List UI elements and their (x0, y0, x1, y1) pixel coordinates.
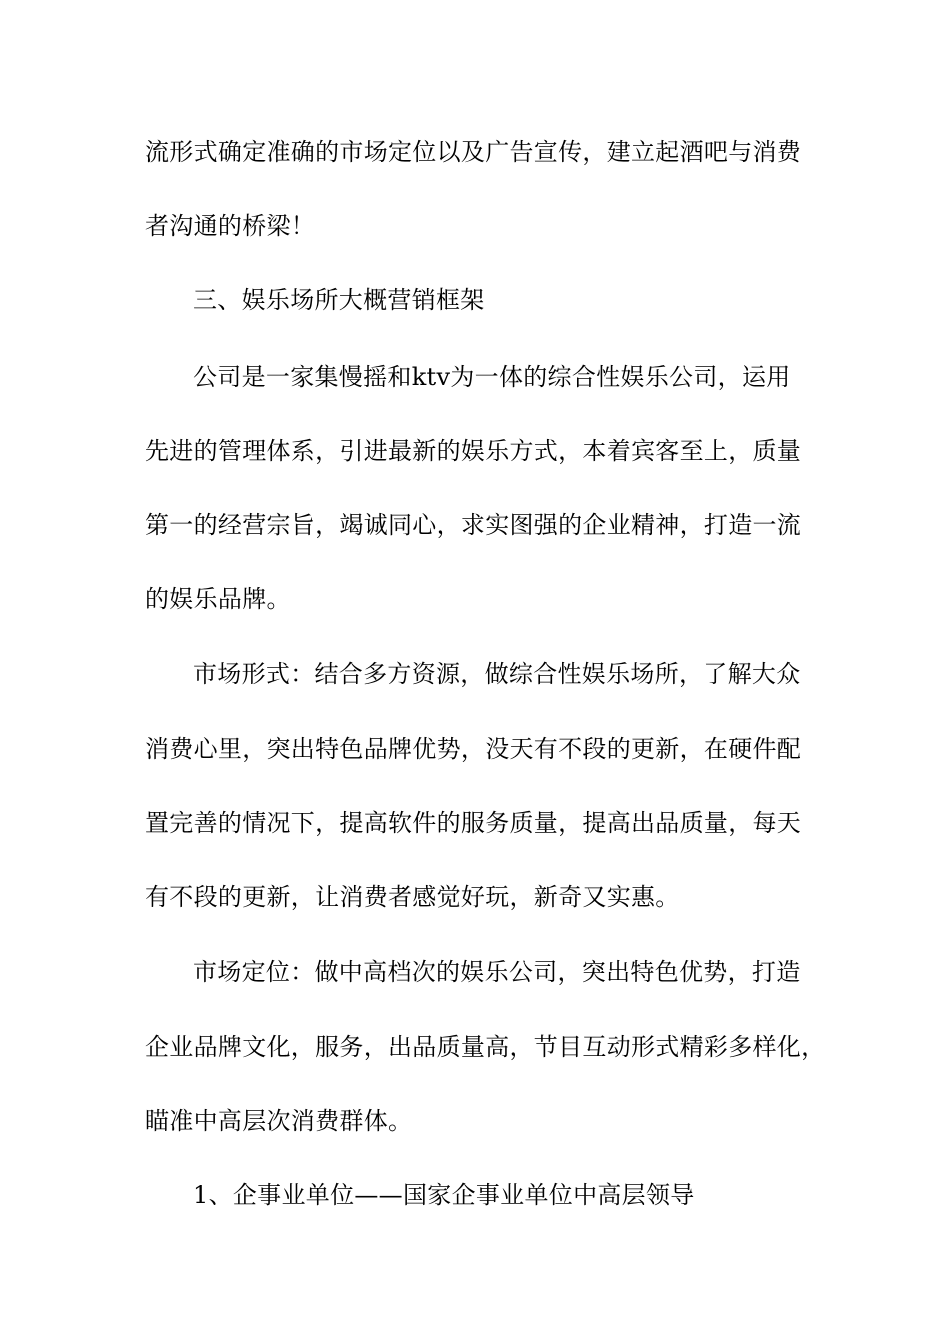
paragraph-line: 瞄准中高层次消费群体。 (145, 1107, 413, 1135)
paragraph-line: 企业品牌文化，服务，出品质量高，节目互动形式精彩多样化， (145, 1033, 826, 1061)
paragraph-line: 者沟通的桥梁！ (145, 212, 316, 240)
paragraph-line: 公司是一家集慢摇和ktv为一体的综合性娱乐公司，运用 (193, 363, 791, 391)
paragraph-line: 市场形式：结合多方资源，做综合性娱乐场所，了解大众 (193, 660, 801, 688)
paragraph-line: 流形式确定准确的市场定位以及广告宣传，建立起酒吧与消费 (145, 138, 802, 166)
section-heading: 三、娱乐场所大概营销框架 (193, 286, 485, 314)
paragraph-line: 市场定位：做中高档次的娱乐公司，突出特色优势，打造 (193, 958, 801, 986)
list-item: 1、企事业单位——国家企事业单位中高层领导 (193, 1181, 695, 1209)
paragraph-line: 有不段的更新，让消费者感觉好玩，新奇又实惠。 (145, 883, 680, 911)
paragraph-line: 消费心里，突出特色品牌优势，没天有不段的更新，在硬件配 (145, 735, 802, 763)
paragraph-line: 置完善的情况下，提高软件的服务质量，提高出品质量，每天 (145, 809, 802, 837)
paragraph-line: 第一的经营宗旨，竭诚同心，求实图强的企业精神，打造一流 (145, 511, 802, 539)
paragraph-line: 先进的管理体系，引进最新的娱乐方式，本着宾客至上，质量 (145, 437, 802, 465)
paragraph-line: 的娱乐品牌。 (145, 585, 291, 613)
